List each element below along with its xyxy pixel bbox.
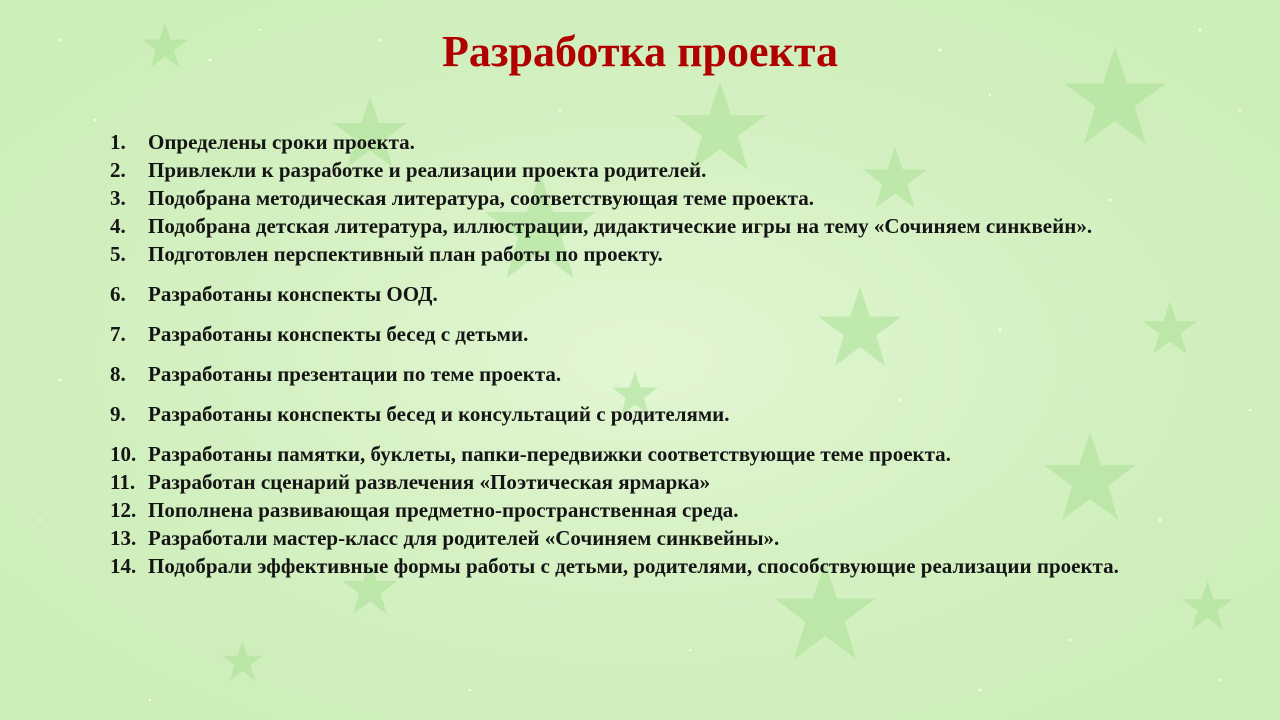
list-item — [110, 156, 1215, 184]
list-item — [110, 240, 1215, 268]
list-item — [110, 468, 1215, 496]
list-item — [110, 524, 1215, 552]
item-number: 10. — [110, 442, 137, 466]
item-text: Подобрана детская литература, иллюстрации, дидактические игры на тему «Сочиняем синквейн». — [148, 214, 1093, 238]
slide-title: Разработка проекта — [441, 27, 839, 76]
list-item — [110, 320, 1215, 348]
item-number: 6. — [110, 282, 126, 306]
item-text: Подобрали эффективные формы работы с детьми, родителями, способствующие реализации проекта. — [148, 554, 1119, 578]
item-text: Разработали мастер-класс для родителей «Сочиняем синквейны». — [148, 526, 780, 550]
item-text: Разработаны конспекты бесед и консультаций с родителями. — [148, 402, 730, 426]
item-text: Пополнена развивающая предметно-пространственная среда. — [148, 498, 739, 522]
item-text: Разработаны конспекты ООД. — [148, 282, 438, 306]
list-item — [110, 184, 1215, 212]
item-number: 9. — [110, 402, 126, 426]
list-item — [110, 552, 1215, 580]
item-number: 1. — [110, 130, 126, 154]
item-text: Разработан сценарий развлечения «Поэтическая ярмарка» — [148, 470, 711, 494]
item-text: Определены сроки проекта. — [148, 130, 415, 154]
item-number: 5. — [110, 242, 126, 266]
item-number: 8. — [110, 362, 126, 386]
item-text: Разработаны памятки, буклеты, папки-передвижки соответствующие теме проекта. — [148, 442, 951, 466]
list-item — [110, 212, 1215, 240]
list-item — [110, 440, 1215, 468]
item-text: Разработаны конспекты бесед с детьми. — [148, 322, 529, 346]
list-item — [110, 128, 1215, 156]
item-number: 14. — [110, 554, 137, 578]
list-item — [110, 280, 1215, 308]
item-text: Подобрана методическая литература, соответствующая теме проекта. — [148, 186, 814, 210]
item-text: Подготовлен перспективный план работы по проекту. — [148, 242, 663, 266]
item-text: Разработаны презентации по теме проекта. — [148, 362, 562, 386]
list-item — [110, 360, 1215, 388]
item-number: 13. — [110, 526, 137, 550]
list-item — [110, 400, 1215, 428]
item-number: 12. — [110, 498, 137, 522]
item-number: 4. — [110, 214, 126, 238]
item-number: 11. — [110, 470, 136, 494]
item-text: Привлекли к разработке и реализации проекта родителей. — [148, 158, 707, 182]
project-steps-list — [110, 128, 1215, 580]
item-number: 7. — [110, 322, 126, 346]
item-number: 2. — [110, 158, 126, 182]
item-number: 3. — [110, 186, 126, 210]
list-item — [110, 496, 1215, 524]
